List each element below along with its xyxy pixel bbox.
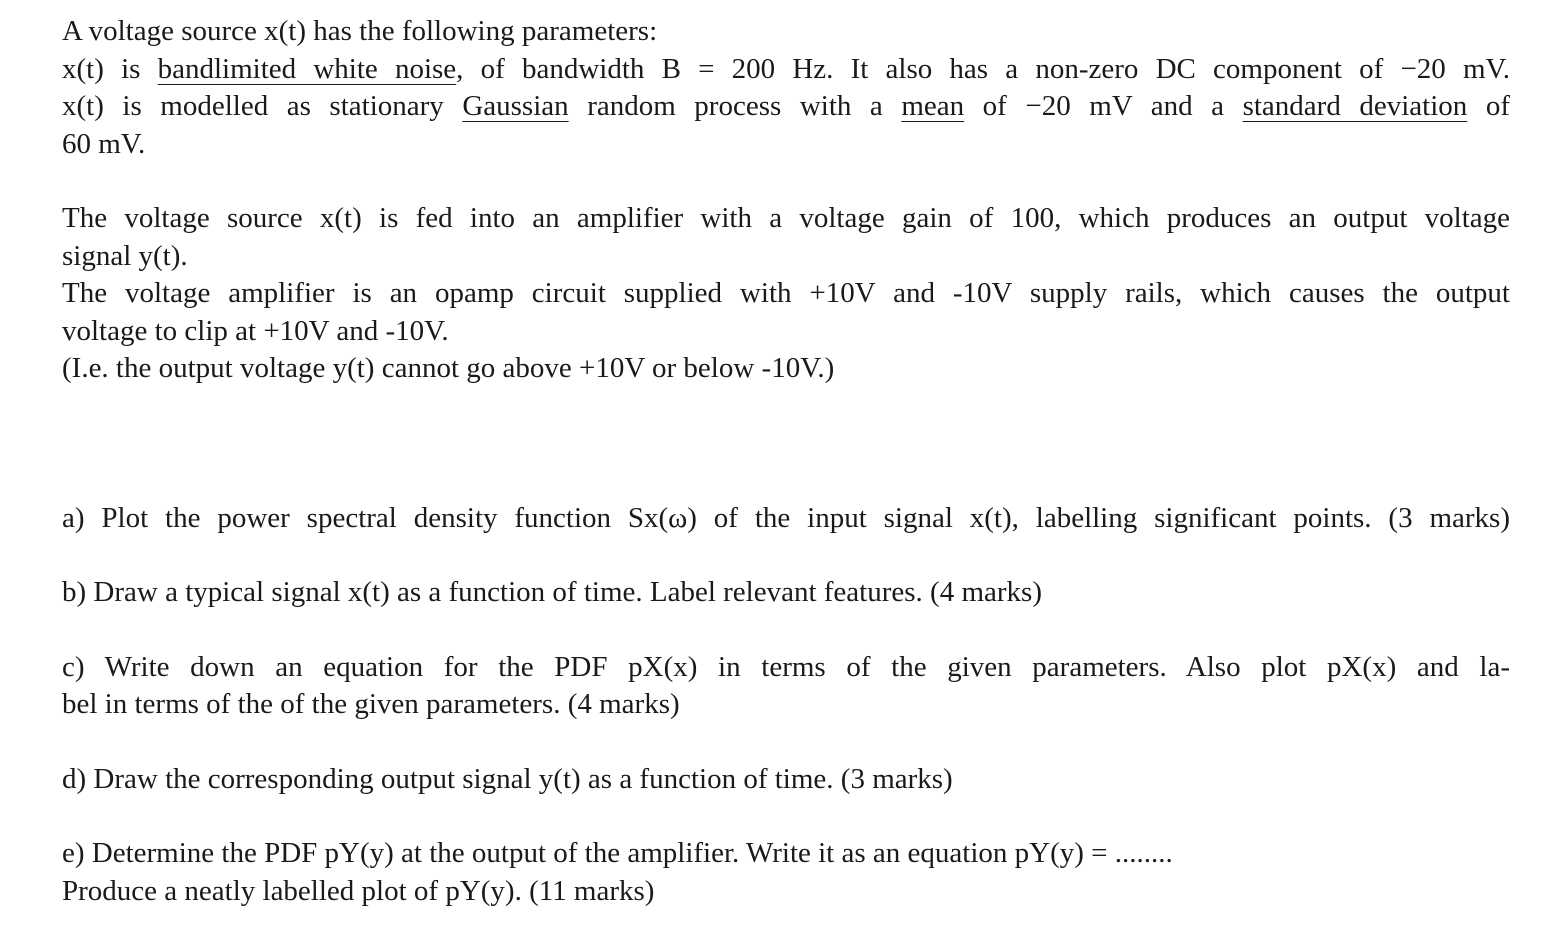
paragraph-gap <box>62 163 1510 200</box>
question-gap <box>62 537 1510 574</box>
amp-line-1: The voltage source x(t) is fed into an amplifier with a voltage gain of 100, which produces an output voltage <box>62 202 1510 234</box>
section-gap <box>62 388 1510 500</box>
intro-line-2-end: , of bandwidth B = 200 Hz. It also has a non-zero DC component of −20 mV. <box>456 52 1511 85</box>
intro-paragraph <box>62 13 1510 163</box>
question-b: b) Draw a typical signal x(t) as a function of time. Label relevant features. (4 marks) <box>62 576 1042 608</box>
document-body <box>62 13 1510 910</box>
intro-line-3-a: x(t) is modelled as stationary <box>62 90 463 122</box>
question-list <box>62 500 1510 911</box>
question-gap <box>62 724 1510 761</box>
question-gap <box>62 612 1510 649</box>
amp-line-2: signal y(t). <box>62 239 188 272</box>
amplifier-paragraph <box>62 200 1510 388</box>
intro-line-3 <box>62 88 1510 126</box>
amp-line-5: (I.e. the output voltage y(t) cannot go above +10V or below -10V.) <box>62 352 835 384</box>
amp-line-3: The voltage amplifier is an opamp circuit supplied with +10V and -10V supply rails, which causes the output <box>62 277 1510 309</box>
link-standard-deviation[interactable]: standard deviation <box>1242 90 1468 122</box>
link-mean[interactable]: mean <box>901 90 965 122</box>
intro-line-2-start: x(t) is <box>62 52 158 85</box>
question-gap <box>62 798 1510 835</box>
question-a: a) Plot the power spectral density function Sx(ω) of the input signal x(t), labelling significant points. (3 marks) <box>62 501 1510 534</box>
question-e-line-2: Produce a neatly labelled plot of pY(y). (11 marks) <box>62 874 655 907</box>
intro-line-1: A voltage source x(t) has the following parameters: <box>62 15 658 47</box>
amp-line-4: voltage to clip at +10V and -10V. <box>62 314 449 347</box>
intro-line-3-d: of <box>1467 90 1510 122</box>
intro-line-2 <box>62 51 1510 89</box>
question-c-line-2: bel in terms of the of the given parameters. (4 marks) <box>62 688 680 720</box>
question-c-line-1: c) Write down an equation for the PDF pX(x) in terms of the given parameters. Also plot pX(x) and la- <box>62 650 1510 683</box>
question-d: d) Draw the corresponding output signal y(t) as a function of time. (3 marks) <box>62 762 953 795</box>
intro-line-4: 60 mV. <box>62 127 146 160</box>
intro-line-3-c: of −20 mV and a <box>964 90 1243 122</box>
question-e-line-1: e) Determine the PDF pY(y) at the output of the amplifier. Write it as an equation pY(y) = ........ <box>62 837 1173 869</box>
link-gaussian[interactable]: Gaussian <box>462 90 569 122</box>
intro-line-3-b: random process with a <box>568 90 902 122</box>
link-bandlimited-white-noise[interactable]: bandlimited white noise <box>157 52 457 85</box>
